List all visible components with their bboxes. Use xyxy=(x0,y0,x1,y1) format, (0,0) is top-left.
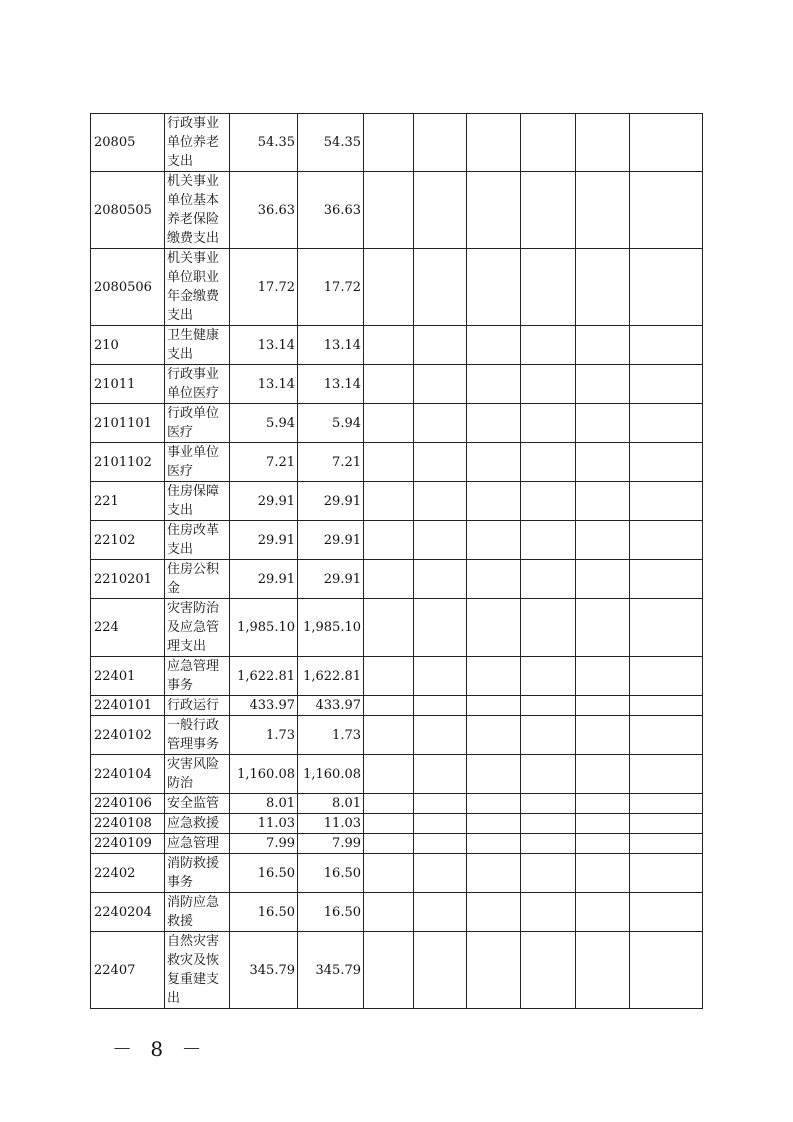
table-row xyxy=(91,716,703,755)
empty-cell xyxy=(630,443,703,482)
empty-cell xyxy=(521,560,576,599)
basic-expenditure-cell: 29.91 xyxy=(298,521,364,560)
basic-expenditure-cell: 16.50 xyxy=(298,854,364,893)
table-row xyxy=(91,932,703,1009)
empty-cell xyxy=(414,657,467,696)
total-amount-cell: 1,160.08 xyxy=(230,755,298,794)
empty-cell xyxy=(414,482,467,521)
total-amount-cell: 29.91 xyxy=(230,560,298,599)
empty-cell xyxy=(364,114,414,172)
table-row xyxy=(91,599,703,657)
empty-cell xyxy=(521,932,576,1009)
empty-cell xyxy=(576,482,630,521)
subject-code-cell: 2240104 xyxy=(91,755,165,794)
empty-cell xyxy=(467,326,521,365)
empty-cell xyxy=(467,657,521,696)
empty-cell xyxy=(630,893,703,932)
empty-cell xyxy=(521,716,576,755)
empty-cell xyxy=(521,326,576,365)
empty-cell xyxy=(364,249,414,326)
basic-expenditure-cell: 345.79 xyxy=(298,932,364,1009)
empty-cell xyxy=(414,521,467,560)
table-row xyxy=(91,814,703,834)
total-amount-cell: 1.73 xyxy=(230,716,298,755)
total-amount-cell: 13.14 xyxy=(230,365,298,404)
subject-name-cell: 应急管理事务 xyxy=(165,657,230,696)
empty-cell xyxy=(414,560,467,599)
subject-code-cell: 2080506 xyxy=(91,249,165,326)
total-amount-cell: 29.91 xyxy=(230,482,298,521)
empty-cell xyxy=(364,814,414,834)
total-amount-cell: 1,985.10 xyxy=(230,599,298,657)
subject-name-cell: 行政事业单位养老支出 xyxy=(165,114,230,172)
empty-cell xyxy=(467,893,521,932)
empty-cell xyxy=(521,521,576,560)
subject-code-cell: 2240109 xyxy=(91,834,165,854)
subject-code-cell: 221 xyxy=(91,482,165,521)
empty-cell xyxy=(630,696,703,716)
basic-expenditure-cell: 1,985.10 xyxy=(298,599,364,657)
basic-expenditure-cell: 29.91 xyxy=(298,560,364,599)
table-row xyxy=(91,114,703,172)
empty-cell xyxy=(414,249,467,326)
subject-name-cell: 应急救援 xyxy=(165,814,230,834)
empty-cell xyxy=(630,794,703,814)
subject-name-cell: 机关事业单位职业年金缴费支出 xyxy=(165,249,230,326)
subject-name-cell: 机关事业单位基本养老保险缴费支出 xyxy=(165,172,230,249)
empty-cell xyxy=(630,716,703,755)
empty-cell xyxy=(630,172,703,249)
empty-cell xyxy=(467,560,521,599)
total-amount-cell: 8.01 xyxy=(230,794,298,814)
empty-cell xyxy=(521,794,576,814)
subject-code-cell: 21011 xyxy=(91,365,165,404)
basic-expenditure-cell: 29.91 xyxy=(298,482,364,521)
total-amount-cell: 36.63 xyxy=(230,172,298,249)
subject-name-cell: 消防救援事务 xyxy=(165,854,230,893)
empty-cell xyxy=(364,560,414,599)
empty-cell xyxy=(467,443,521,482)
table-row xyxy=(91,893,703,932)
empty-cell xyxy=(576,657,630,696)
empty-cell xyxy=(364,696,414,716)
empty-cell xyxy=(521,365,576,404)
empty-cell xyxy=(521,657,576,696)
empty-cell xyxy=(576,114,630,172)
empty-cell xyxy=(630,932,703,1009)
subject-name-cell: 自然灾害救灾及恢复重建支出 xyxy=(165,932,230,1009)
subject-code-cell: 2101102 xyxy=(91,443,165,482)
empty-cell xyxy=(630,755,703,794)
empty-cell xyxy=(576,599,630,657)
empty-cell xyxy=(467,521,521,560)
total-amount-cell: 7.21 xyxy=(230,443,298,482)
empty-cell xyxy=(364,365,414,404)
table-row xyxy=(91,794,703,814)
empty-cell xyxy=(576,521,630,560)
empty-cell xyxy=(521,893,576,932)
basic-expenditure-cell: 1.73 xyxy=(298,716,364,755)
table-row xyxy=(91,854,703,893)
empty-cell xyxy=(467,716,521,755)
empty-cell xyxy=(414,326,467,365)
empty-cell xyxy=(467,365,521,404)
empty-cell xyxy=(414,854,467,893)
empty-cell xyxy=(630,560,703,599)
empty-cell xyxy=(364,326,414,365)
subject-code-cell: 20805 xyxy=(91,114,165,172)
empty-cell xyxy=(521,755,576,794)
empty-cell xyxy=(467,696,521,716)
basic-expenditure-cell: 1,160.08 xyxy=(298,755,364,794)
empty-cell xyxy=(630,521,703,560)
empty-cell xyxy=(364,599,414,657)
basic-expenditure-cell: 13.14 xyxy=(298,326,364,365)
empty-cell xyxy=(521,854,576,893)
empty-cell xyxy=(467,814,521,834)
total-amount-cell: 17.72 xyxy=(230,249,298,326)
empty-cell xyxy=(414,794,467,814)
subject-name-cell: 应急管理 xyxy=(165,834,230,854)
total-amount-cell: 29.91 xyxy=(230,521,298,560)
empty-cell xyxy=(414,172,467,249)
subject-code-cell: 2240108 xyxy=(91,814,165,834)
empty-cell xyxy=(414,443,467,482)
empty-cell xyxy=(630,657,703,696)
subject-name-cell: 行政事业单位医疗 xyxy=(165,365,230,404)
basic-expenditure-cell: 7.21 xyxy=(298,443,364,482)
table-row xyxy=(91,404,703,443)
empty-cell xyxy=(576,365,630,404)
subject-code-cell: 2080505 xyxy=(91,172,165,249)
page-number: － 8 － xyxy=(112,1037,208,1061)
subject-code-cell: 22401 xyxy=(91,657,165,696)
subject-code-cell: 224 xyxy=(91,599,165,657)
basic-expenditure-cell: 7.99 xyxy=(298,834,364,854)
empty-cell xyxy=(364,794,414,814)
basic-expenditure-cell: 8.01 xyxy=(298,794,364,814)
empty-cell xyxy=(576,172,630,249)
table-row xyxy=(91,249,703,326)
subject-name-cell: 住房保障支出 xyxy=(165,482,230,521)
budget-table xyxy=(90,113,703,1009)
total-amount-cell: 1,622.81 xyxy=(230,657,298,696)
total-amount-cell: 13.14 xyxy=(230,326,298,365)
subject-name-cell: 一般行政管理事务 xyxy=(165,716,230,755)
basic-expenditure-cell: 433.97 xyxy=(298,696,364,716)
empty-cell xyxy=(364,834,414,854)
table-row xyxy=(91,172,703,249)
total-amount-cell: 433.97 xyxy=(230,696,298,716)
empty-cell xyxy=(576,893,630,932)
empty-cell xyxy=(521,443,576,482)
empty-cell xyxy=(364,172,414,249)
empty-cell xyxy=(630,365,703,404)
empty-cell xyxy=(521,404,576,443)
empty-cell xyxy=(576,560,630,599)
empty-cell xyxy=(576,854,630,893)
empty-cell xyxy=(414,404,467,443)
empty-cell xyxy=(630,834,703,854)
empty-cell xyxy=(414,599,467,657)
empty-cell xyxy=(576,404,630,443)
table-row xyxy=(91,560,703,599)
table-row xyxy=(91,696,703,716)
empty-cell xyxy=(467,114,521,172)
basic-expenditure-cell: 1,622.81 xyxy=(298,657,364,696)
empty-cell xyxy=(630,814,703,834)
basic-expenditure-cell: 54.35 xyxy=(298,114,364,172)
subject-name-cell: 卫生健康支出 xyxy=(165,326,230,365)
empty-cell xyxy=(521,249,576,326)
total-amount-cell: 16.50 xyxy=(230,854,298,893)
empty-cell xyxy=(364,657,414,696)
table-row xyxy=(91,657,703,696)
empty-cell xyxy=(630,404,703,443)
empty-cell xyxy=(467,794,521,814)
empty-cell xyxy=(630,599,703,657)
empty-cell xyxy=(576,716,630,755)
subject-code-cell: 22102 xyxy=(91,521,165,560)
subject-code-cell: 2240106 xyxy=(91,794,165,814)
empty-cell xyxy=(467,172,521,249)
empty-cell xyxy=(576,696,630,716)
subject-name-cell: 安全监管 xyxy=(165,794,230,814)
empty-cell xyxy=(576,794,630,814)
empty-cell xyxy=(467,482,521,521)
empty-cell xyxy=(414,114,467,172)
subject-code-cell: 2240102 xyxy=(91,716,165,755)
empty-cell xyxy=(467,854,521,893)
empty-cell xyxy=(467,249,521,326)
subject-name-cell: 住房改革支出 xyxy=(165,521,230,560)
empty-cell xyxy=(414,755,467,794)
subject-code-cell: 2240101 xyxy=(91,696,165,716)
empty-cell xyxy=(414,716,467,755)
empty-cell xyxy=(521,814,576,834)
empty-cell xyxy=(364,893,414,932)
table-row xyxy=(91,443,703,482)
total-amount-cell: 11.03 xyxy=(230,814,298,834)
basic-expenditure-cell: 13.14 xyxy=(298,365,364,404)
subject-name-cell: 消防应急救援 xyxy=(165,893,230,932)
subject-code-cell: 22407 xyxy=(91,932,165,1009)
basic-expenditure-cell: 36.63 xyxy=(298,172,364,249)
empty-cell xyxy=(364,521,414,560)
subject-code-cell: 22402 xyxy=(91,854,165,893)
budget-table-body xyxy=(91,114,703,1009)
total-amount-cell: 54.35 xyxy=(230,114,298,172)
empty-cell xyxy=(521,696,576,716)
total-amount-cell: 5.94 xyxy=(230,404,298,443)
empty-cell xyxy=(467,599,521,657)
table-row xyxy=(91,482,703,521)
empty-cell xyxy=(414,893,467,932)
subject-code-cell: 210 xyxy=(91,326,165,365)
empty-cell xyxy=(364,755,414,794)
subject-name-cell: 事业单位医疗 xyxy=(165,443,230,482)
empty-cell xyxy=(576,834,630,854)
empty-cell xyxy=(630,114,703,172)
table-row xyxy=(91,834,703,854)
empty-cell xyxy=(576,249,630,326)
empty-cell xyxy=(576,755,630,794)
empty-cell xyxy=(414,814,467,834)
empty-cell xyxy=(467,932,521,1009)
basic-expenditure-cell: 17.72 xyxy=(298,249,364,326)
empty-cell xyxy=(521,172,576,249)
subject-name-cell: 行政运行 xyxy=(165,696,230,716)
subject-code-cell: 2101101 xyxy=(91,404,165,443)
empty-cell xyxy=(521,834,576,854)
subject-name-cell: 住房公积金 xyxy=(165,560,230,599)
empty-cell xyxy=(364,482,414,521)
table-row xyxy=(91,521,703,560)
empty-cell xyxy=(414,696,467,716)
subject-name-cell: 灾害风险防治 xyxy=(165,755,230,794)
subject-code-cell: 2210201 xyxy=(91,560,165,599)
empty-cell xyxy=(364,404,414,443)
basic-expenditure-cell: 5.94 xyxy=(298,404,364,443)
subject-code-cell: 2240204 xyxy=(91,893,165,932)
total-amount-cell: 345.79 xyxy=(230,932,298,1009)
empty-cell xyxy=(630,482,703,521)
table-row xyxy=(91,365,703,404)
empty-cell xyxy=(630,854,703,893)
empty-cell xyxy=(576,814,630,834)
empty-cell xyxy=(467,404,521,443)
empty-cell xyxy=(576,932,630,1009)
total-amount-cell: 16.50 xyxy=(230,893,298,932)
empty-cell xyxy=(467,834,521,854)
total-amount-cell: 7.99 xyxy=(230,834,298,854)
empty-cell xyxy=(521,599,576,657)
empty-cell xyxy=(521,114,576,172)
basic-expenditure-cell: 11.03 xyxy=(298,814,364,834)
subject-name-cell: 行政单位医疗 xyxy=(165,404,230,443)
empty-cell xyxy=(364,932,414,1009)
basic-expenditure-cell: 16.50 xyxy=(298,893,364,932)
empty-cell xyxy=(630,249,703,326)
empty-cell xyxy=(364,854,414,893)
empty-cell xyxy=(414,932,467,1009)
empty-cell xyxy=(630,326,703,365)
empty-cell xyxy=(576,326,630,365)
empty-cell xyxy=(364,716,414,755)
table-row xyxy=(91,326,703,365)
table-row xyxy=(91,755,703,794)
empty-cell xyxy=(521,482,576,521)
subject-name-cell: 灾害防治及应急管理支出 xyxy=(165,599,230,657)
empty-cell xyxy=(414,834,467,854)
empty-cell xyxy=(467,755,521,794)
empty-cell xyxy=(414,365,467,404)
empty-cell xyxy=(576,443,630,482)
empty-cell xyxy=(364,443,414,482)
